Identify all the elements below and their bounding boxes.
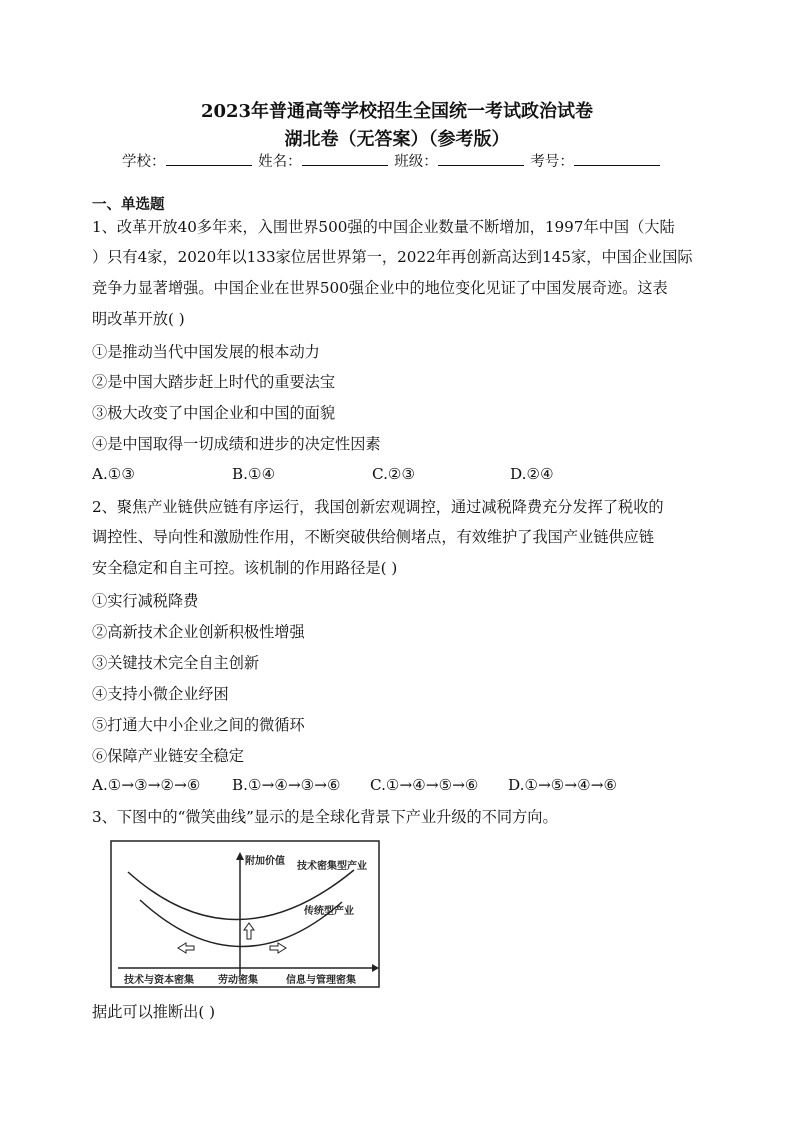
q1-item: ②是中国大踏步赶上时代的重要法宝 [92, 373, 335, 391]
school-label: 学校： [122, 154, 166, 170]
y-axis-label: 附加价值 [245, 856, 285, 867]
q2-option-b[interactable]: B.①→④→③→⑥ [232, 776, 341, 794]
q2-item: ①实行减税降费 [92, 592, 199, 610]
student-info-row [122, 150, 662, 171]
q2-item: ③关键技术完全自主创新 [92, 654, 260, 672]
q2-item: ④支持小微企业纾困 [92, 685, 229, 703]
q2-stem-line: 安全稳定和自主可控。该机制的作用路径是( ) [92, 559, 398, 577]
class-blank [438, 151, 524, 166]
curve-top-label: 技术密集型产业 [297, 861, 367, 872]
q1-item: ①是推动当代中国发展的根本动力 [92, 343, 320, 361]
exam-title: 2023年普通高等学校招生全国统一考试政治试卷 [200, 101, 594, 122]
left-arrow [178, 943, 194, 953]
x-axis-arrow [372, 964, 379, 972]
q2-option-a[interactable]: A.①→③→②→⑥ [92, 776, 201, 794]
up-arrow [244, 923, 254, 939]
class-label: 班级： [394, 154, 438, 170]
name-blank [302, 151, 388, 166]
x-label-left: 技术与资本密集 [124, 975, 194, 986]
x-label-mid: 劳动密集 [218, 975, 258, 986]
school-blank [166, 151, 252, 166]
q1-item: ④是中国取得一切成绩和进步的决定性因素 [92, 435, 381, 453]
q3-stem-line: 3、下图中的“微笑曲线”显示的是全球化背景下产业升级的不同方向。 [92, 808, 558, 826]
q1-option-c[interactable]: C.②③ [372, 465, 416, 483]
name-label: 姓名： [258, 154, 302, 170]
section-heading: 一、单选题 [92, 196, 165, 213]
q2-item: ⑤打通大中小企业之间的微循环 [92, 716, 305, 734]
exam-number-blank [574, 151, 660, 166]
q1-option-b[interactable]: B.①④ [232, 465, 276, 483]
q1-option-a[interactable]: A.①③ [92, 465, 136, 483]
x-label-right: 信息与管理密集 [286, 975, 356, 986]
exam-number-label: 考号： [530, 154, 574, 170]
q1-stem-line: 明改革开放( ) [92, 310, 185, 328]
q1-stem-line: ）只有4家，2020年以133家位居世界第一，2022年再创新高达到145家，中国企业国际 [92, 248, 693, 266]
right-arrow [270, 943, 286, 953]
smile-curve-figure [110, 840, 380, 988]
q2-item: ②高新技术企业创新积极性增强 [92, 623, 305, 641]
q2-option-d[interactable]: D.①→⑤→④→⑥ [508, 776, 618, 794]
q2-stem-line: 2、聚焦产业链供应链有序运行，我国创新宏观调控，通过减税降费充分发挥了税收的 [92, 498, 664, 516]
q2-stem-line: 调控性、导向性和激励性作用，不断突破供给侧堵点，有效维护了我国产业链供应链 [92, 528, 654, 546]
exam-subtitle: 湖北卷（无答案）（参考版） [284, 129, 510, 150]
q1-stem-line: 1、改革开放40多年来，入围世界500强的中国企业数量不断增加，1997年中国（大陆 [92, 218, 675, 236]
curve-bottom-label: 传统型产业 [304, 906, 354, 917]
q3-prompt: 据此可以推断出( ) [92, 1003, 215, 1021]
y-axis-arrow [236, 852, 244, 860]
q2-option-c[interactable]: C.①→④→⑤→⑥ [370, 776, 479, 794]
q1-stem-line: 竞争力显著增强。中国企业在世界500强企业中的地位变化见证了中国发展奇迹。这表 [92, 279, 668, 297]
q2-item: ⑥保障产业链安全稳定 [92, 747, 244, 765]
q1-option-d[interactable]: D.②④ [510, 465, 554, 483]
q1-item: ③极大改变了中国企业和中国的面貌 [92, 404, 335, 422]
